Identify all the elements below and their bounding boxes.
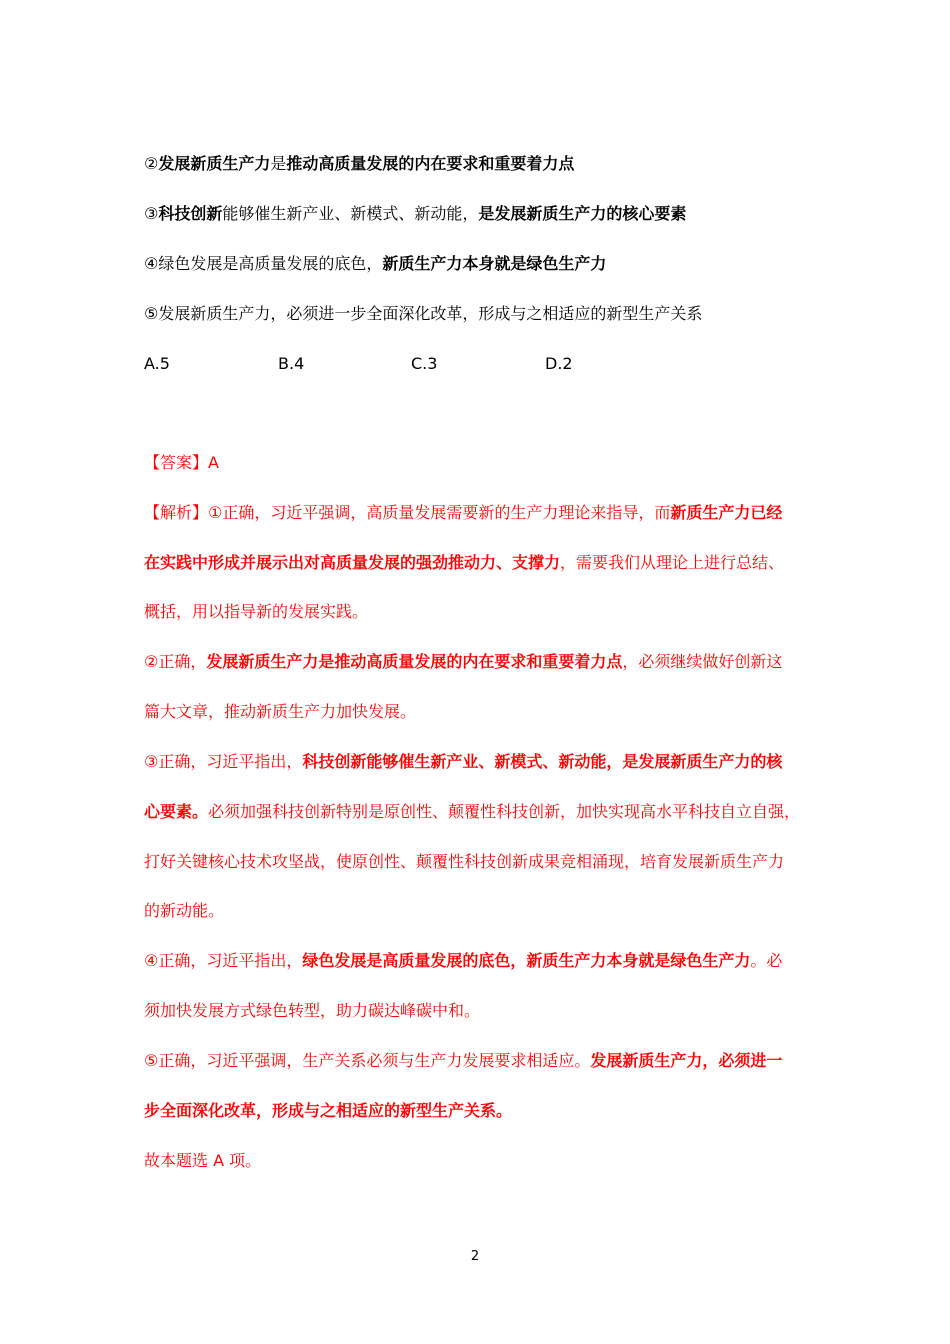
statement-3-number: ③ bbox=[144, 204, 159, 223]
statement-2-text: 是 bbox=[270, 154, 287, 173]
analysis-label: 【解析】 bbox=[144, 503, 209, 522]
statement-3-text: 能够催生新产业、新模式、新动能， bbox=[222, 204, 479, 223]
analysis-5-line-1 bbox=[144, 1050, 782, 1072]
statement-3 bbox=[144, 203, 686, 225]
analysis-4-bold: 绿色发展是高质量发展的底色，新质生产力本身就是绿色生产力 bbox=[302, 951, 751, 970]
analysis-5-bold-2: 步全面深化改革，形成与之相适应的新型生产关系。 bbox=[144, 1101, 513, 1120]
page-number: 2 bbox=[470, 1249, 480, 1264]
statement-5: ⑤发展新质生产力，必须进一步全面深化改革，形成与之相适应的新型生产关系 bbox=[144, 304, 703, 323]
analysis-1-text: ①正确，习近平强调，高质量发展需要新的生产力理论来指导，而 bbox=[208, 503, 671, 522]
analysis-4-line-1 bbox=[144, 950, 782, 972]
analysis-3-bold-2: 心要素。 bbox=[144, 802, 209, 821]
statement-4 bbox=[144, 253, 606, 275]
option-d: D.2 bbox=[545, 354, 573, 373]
analysis-4-text: ④正确，习近平指出， bbox=[144, 951, 303, 970]
statement-3-bold-1: 科技创新 bbox=[158, 204, 223, 223]
option-b: B.4 bbox=[278, 354, 305, 373]
analysis-1-bold: 新质生产力已经 bbox=[670, 503, 783, 522]
analysis-4-line-2: 须加快发展方式绿色转型，助力碳达峰碳中和。 bbox=[144, 1001, 481, 1020]
analysis-3-line-2 bbox=[144, 801, 800, 823]
answer-label: 【答案】 bbox=[144, 453, 209, 472]
option-a: A.5 bbox=[144, 354, 170, 373]
analysis-1-bold-2: 在实践中形成并展示出对高质量发展的强劲推动力、支撑力 bbox=[144, 553, 561, 572]
statement-2-bold-2: 推动高质量发展的内在要求和重要着力点 bbox=[286, 154, 575, 173]
option-c: C.3 bbox=[411, 354, 438, 373]
analysis-2-text-2: ，必须继续做好创新这 bbox=[622, 652, 783, 671]
analysis-3-line-3: 打好关键核心技术攻坚战，使原创性、颠覆性科技创新成果竞相涌现，培育发展新质生产力 bbox=[144, 852, 785, 871]
statement-2-number: ② bbox=[144, 154, 159, 173]
analysis-3-text: ③正确，习近平指出， bbox=[144, 752, 303, 771]
answer-value: A bbox=[208, 453, 219, 472]
analysis-3-text-2: 必须加强科技创新特别是原创性、颠覆性科技创新，加快实现高水平科技自立自强， bbox=[208, 802, 801, 821]
analysis-3-bold: 科技创新能够催生新产业、新模式、新动能，是发展新质生产力的核 bbox=[302, 752, 783, 771]
statement-2-bold-1: 发展新质生产力 bbox=[158, 154, 271, 173]
statement-4-bold: 新质生产力本身就是绿色生产力 bbox=[382, 254, 607, 273]
analysis-3-line-1 bbox=[144, 751, 782, 773]
conclusion: 故本题选 A 项。 bbox=[144, 1151, 262, 1170]
analysis-2-line-2: 篇大文章，推动新质生产力加快发展。 bbox=[144, 702, 417, 721]
analysis-5-line-2 bbox=[144, 1100, 512, 1122]
analysis-2-line-1 bbox=[144, 651, 782, 673]
answer-line bbox=[144, 452, 219, 474]
analysis-4-text-2: 。必 bbox=[750, 951, 783, 970]
analysis-2-bold: 发展新质生产力是推动高质量发展的内在要求和重要着力点 bbox=[206, 652, 623, 671]
analysis-5-bold: 发展新质生产力，必须进一 bbox=[590, 1051, 783, 1070]
analysis-1-line-1 bbox=[144, 502, 782, 524]
analysis-1-text-2: ，需要我们从理论上进行总结、 bbox=[560, 553, 785, 572]
analysis-1-line-3: 概括，用以指导新的发展实践。 bbox=[144, 602, 369, 621]
analysis-1-line-2 bbox=[144, 552, 784, 574]
statement-3-bold-2: 是发展新质生产力的核心要素 bbox=[478, 204, 687, 223]
statement-4-text: ④绿色发展是高质量发展的底色， bbox=[144, 254, 383, 273]
analysis-5-text: ⑤正确，习近平强调，生产关系必须与生产力发展要求相适应。 bbox=[144, 1051, 591, 1070]
analysis-2-text: ②正确， bbox=[144, 652, 207, 671]
statement-2 bbox=[144, 153, 574, 175]
analysis-3-line-4: 的新动能。 bbox=[144, 901, 225, 920]
